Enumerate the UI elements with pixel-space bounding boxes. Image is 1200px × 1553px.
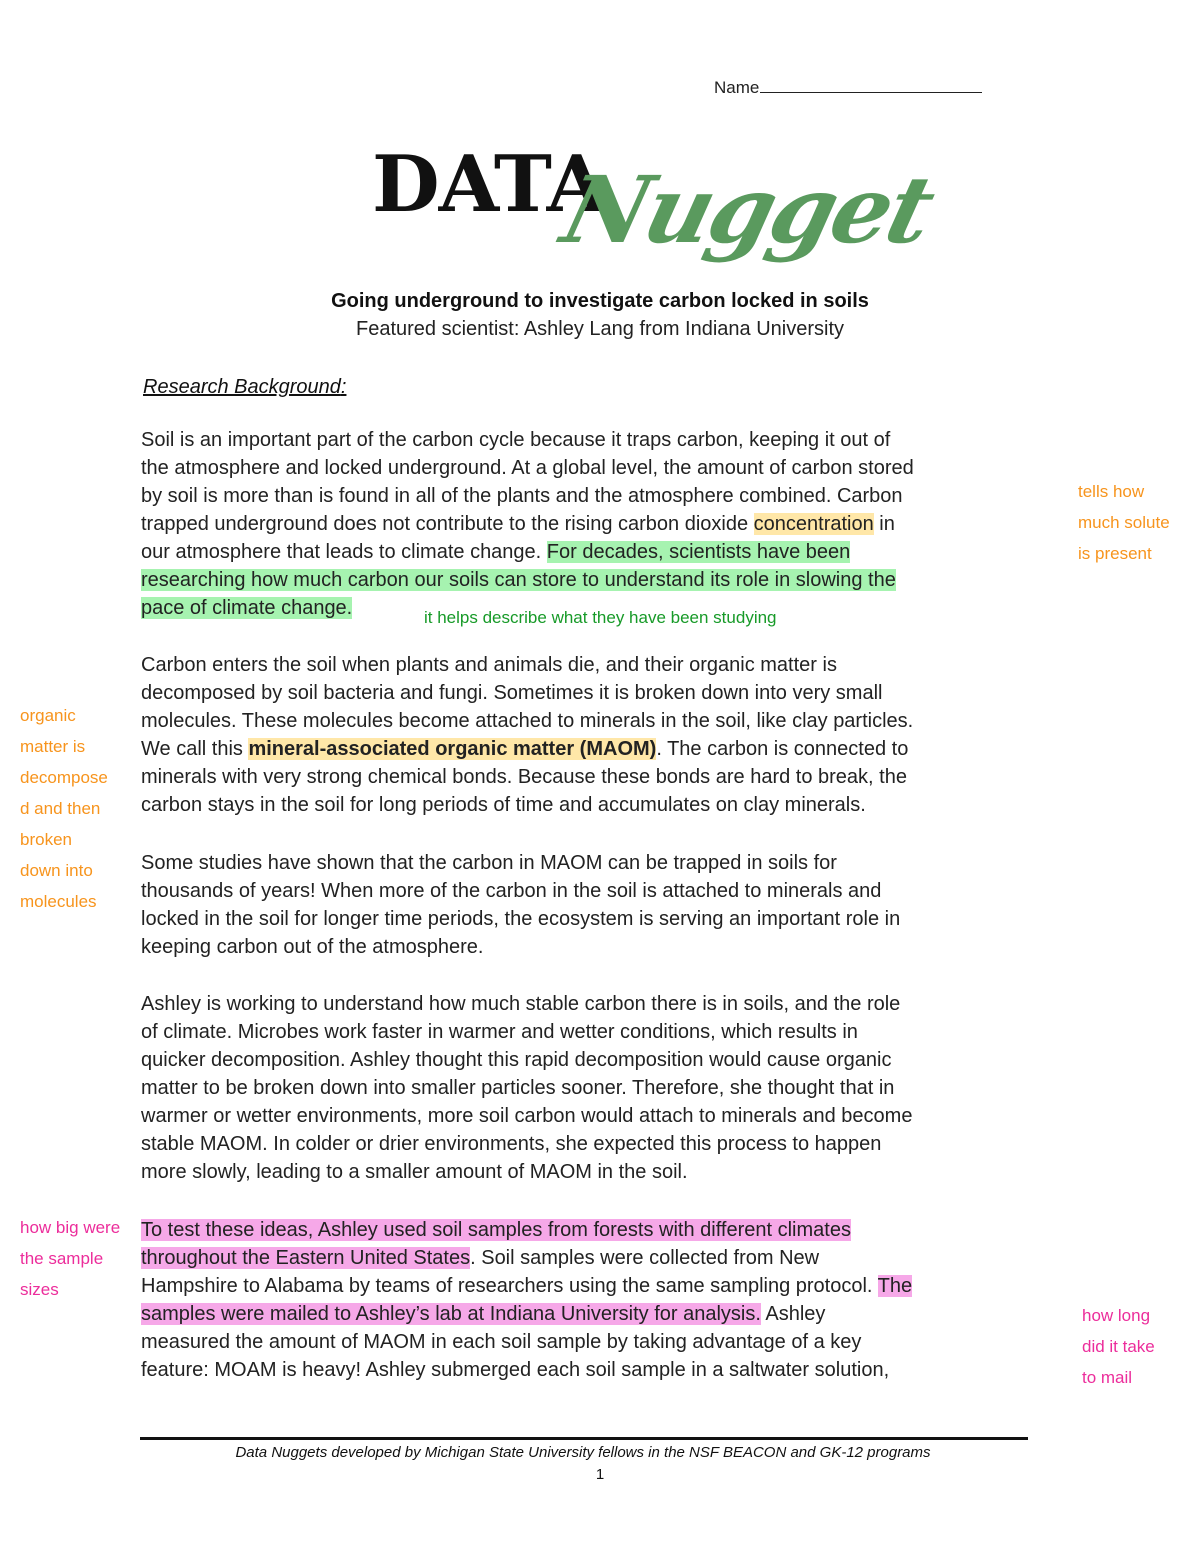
text-run: trapped underground does not contribute to the rising carbon dioxide (141, 513, 754, 535)
paragraph-5-line (141, 1300, 825, 1328)
annotation-line: how big were (20, 1218, 121, 1237)
paragraph-2-line (141, 735, 908, 763)
paragraph-5-line (141, 1244, 819, 1272)
annotation-line: broken (20, 830, 72, 849)
annotation-line: sizes (20, 1280, 59, 1299)
paragraph-1-line (141, 510, 895, 538)
featured-scientist: Featured scientist: Ashley Lang from Indiana University (355, 318, 845, 340)
paragraph-4-line: Ashley is working to understand how much stable carbon there is in soils, and the role (141, 993, 901, 1015)
section-heading (143, 376, 346, 399)
highlight-maom-term: mineral-associated organic matter (MAOM) (248, 738, 657, 760)
text-run: in (873, 513, 895, 535)
paragraph-5-line (141, 1216, 851, 1244)
annotation-decades: it helps describe what they have been studying (424, 608, 777, 627)
highlight-concentration: concentration (753, 513, 874, 535)
annotation-line: decompose (20, 768, 108, 787)
highlight-green: For decades, scientists have been (546, 541, 851, 563)
footer-divider (140, 1437, 1028, 1440)
annotation-line: organic (20, 706, 76, 725)
paragraph-4-line: quicker decomposition. Ashley thought this rapid decomposition would cause organic (141, 1049, 892, 1071)
annotation-line: matter is (20, 737, 86, 756)
annotation-concentration (1078, 476, 1170, 569)
document-title: Going underground to investigate carbon locked in soils (331, 290, 869, 312)
annotation-line: molecules (20, 892, 97, 911)
annotation-organic-matter (20, 700, 108, 917)
annotation-line: down into (20, 861, 93, 880)
annotation-mail-time (1082, 1300, 1155, 1393)
paragraph-3-line: Some studies have shown that the carbon in MAOM can be trapped in soils for (141, 852, 837, 874)
paragraph-5-line: feature: MOAM is heavy! Ashley submerged each soil sample in a saltwater solution, (141, 1359, 890, 1381)
footer-credit: Data Nuggets developed by Michigan State University fellows in the NSF BEACON and GK-12 programs (235, 1444, 931, 1461)
highlight-green: pace of climate change. (141, 597, 353, 619)
annotation-line: tells how (1078, 482, 1145, 501)
annotation-line: how long (1082, 1306, 1151, 1325)
paragraph-1-line (141, 594, 352, 622)
text-run: Ashley (760, 1303, 826, 1325)
paragraph-4-line: matter to be broken down into smaller particles sooner. Therefore, she thought that in (141, 1077, 895, 1099)
text-run: . The carbon is connected to (656, 738, 909, 760)
annotation-line: much solute (1078, 513, 1170, 532)
paragraph-5-line (141, 1272, 912, 1300)
highlight-pink: The (877, 1275, 913, 1297)
paragraph-1-line: the atmosphere and locked underground. At a global level, the amount of carbon stored (141, 457, 914, 479)
annotation-line: did it take (1082, 1337, 1155, 1356)
paragraph-4-line: warmer or wetter environments, more soil carbon would attach to minerals and become (141, 1105, 913, 1127)
paragraph-3-line: locked in the soil for longer time periods, the ecosystem is serving an important role in (141, 908, 901, 930)
name-label: Name (714, 78, 760, 97)
paragraph-5-line: measured the amount of MAOM in each soil sample by taking advantage of a key (141, 1331, 862, 1353)
highlight-pink: throughout the Eastern United States (141, 1247, 471, 1269)
annotation-line: the sample (20, 1249, 104, 1268)
paragraph-2-line: carbon stays in the soil for long periods of time and accumulates on clay minerals. (141, 794, 866, 816)
annotation-line: d and then (20, 799, 101, 818)
annotation-sample-size (20, 1212, 120, 1305)
paragraph-2-line: Carbon enters the soil when plants and animals die, and their organic matter is (141, 654, 837, 676)
name-field (714, 78, 982, 98)
paragraph-3-line: thousands of years! When more of the carbon in the soil is attached to minerals and (141, 880, 882, 902)
text-run: . Soil samples were collected from New (470, 1247, 820, 1269)
paragraph-4-line: of climate. Microbes work faster in warmer and wetter conditions, which results in (141, 1021, 858, 1043)
page-number: 1 (595, 1466, 605, 1483)
annotation-line: to mail (1082, 1368, 1133, 1387)
data-nugget-logo (370, 138, 943, 288)
section-heading-text: Research Background (143, 376, 341, 398)
section-heading-colon: : (340, 376, 347, 398)
annotation-line: is present (1078, 544, 1152, 563)
name-blank-line (760, 78, 982, 93)
highlight-pink: To test these ideas, Ashley used soil samples from forests with different climates (141, 1219, 851, 1241)
logo-data-word: DATA (372, 139, 607, 230)
highlight-pink: samples were mailed to Ashley’s lab at Indiana University for analysis. (141, 1303, 761, 1325)
logo-nugget-word: Nugget (552, 156, 943, 264)
paragraph-1-line: by soil is more than is found in all of the plants and the atmosphere combined. Carbon (141, 485, 903, 507)
paragraph-1-line (141, 566, 896, 594)
paragraph-3-line: keeping carbon out of the atmosphere. (141, 936, 484, 958)
paragraph-4-line: stable MAOM. In colder or drier environments, she expected this process to happen (141, 1133, 882, 1155)
paragraph-4-line: more slowly, leading to a smaller amount of MAOM in the soil. (141, 1161, 688, 1183)
text-run: We call this (141, 738, 249, 760)
paragraph-2-line: molecules. These molecules become attached to minerals in the soil, like clay particles. (141, 710, 914, 732)
highlight-green: researching how much carbon our soils can store to understand its role in slowing the (141, 569, 896, 591)
text-run: our atmosphere that leads to climate change. (141, 541, 547, 563)
paragraph-1-line: Soil is an important part of the carbon cycle because it traps carbon, keeping it out of (141, 429, 891, 451)
text-run: Hampshire to Alabama by teams of researchers using the same sampling protocol. (141, 1275, 878, 1297)
paragraph-1-line (141, 538, 850, 566)
paragraph-2-line: minerals with very strong chemical bonds. Because these bonds are hard to break, the (141, 766, 907, 788)
paragraph-2-line: decomposed by soil bacteria and fungi. Sometimes it is broken down into very small (141, 682, 883, 704)
